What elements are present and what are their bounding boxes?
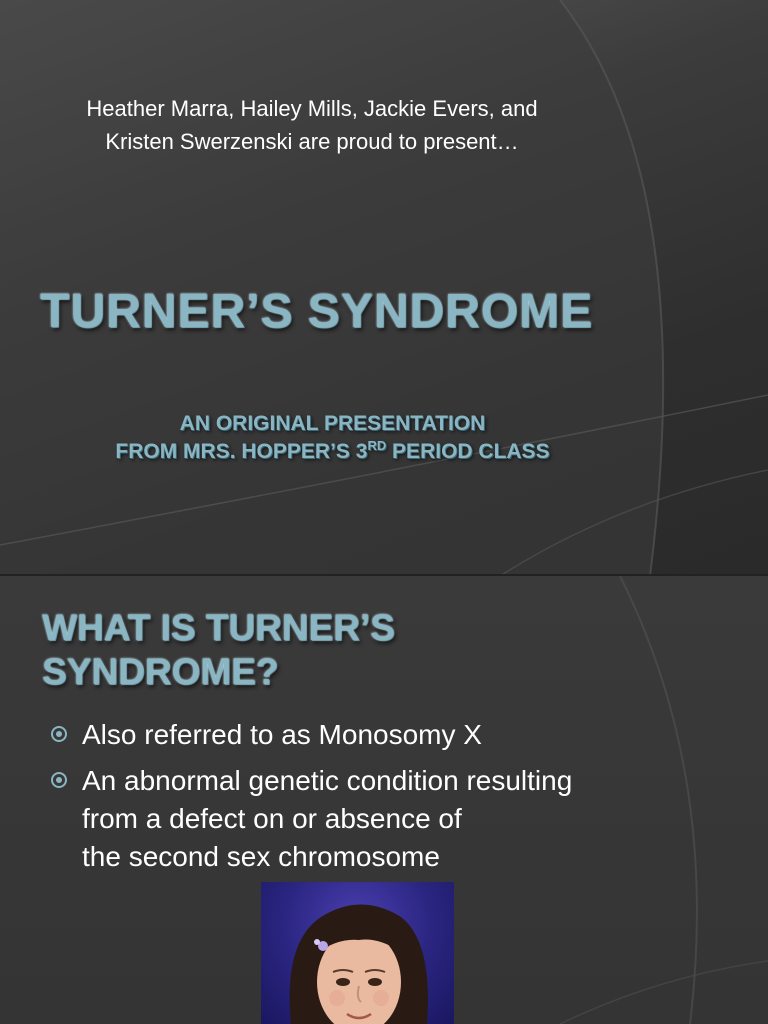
presenters-line-1: Heather Marra, Hailey Mills, Jackie Evers, and (86, 96, 538, 121)
bullet-text-line-1: An abnormal genetic condition resulting (82, 765, 573, 796)
subtitle-line-2-suffix: PERIOD CLASS (386, 440, 550, 463)
presenters-text (0, 92, 624, 158)
subtitle-line-2-prefix: FROM MRS. HOPPER’S 3 (115, 440, 368, 463)
bullet-text-line-3: the second sex chromosome (82, 841, 440, 872)
bullet-text: Also referred to as Monosomy X (82, 719, 482, 750)
girl-portrait-illustration (261, 882, 454, 1024)
slide-title-line-2: SYNDROME? (42, 651, 279, 692)
presenters-line-2: Kristen Swerzenski are proud to present… (105, 129, 519, 154)
circle-bullet-icon (50, 725, 68, 743)
subtitle-ordinal-suffix: RD (367, 438, 387, 453)
bullet-item (50, 762, 670, 876)
content-slide (0, 576, 768, 1024)
circle-bullet-icon (50, 771, 68, 789)
slide-title: TURNER’S SYNDROME (40, 285, 594, 338)
bullet-item (50, 716, 670, 754)
slide-subtitle (40, 410, 625, 466)
subtitle-line-1: AN ORIGINAL PRESENTATION (179, 412, 486, 435)
slide-title-line-1: WHAT IS TURNER’S (42, 607, 395, 648)
subtitle-line-2 (40, 438, 625, 466)
bullet-list (50, 716, 670, 884)
bullet-text-line-2: from a defect on or absence of (82, 803, 462, 834)
slide-title (42, 606, 602, 694)
portrait-photo (261, 882, 454, 1024)
